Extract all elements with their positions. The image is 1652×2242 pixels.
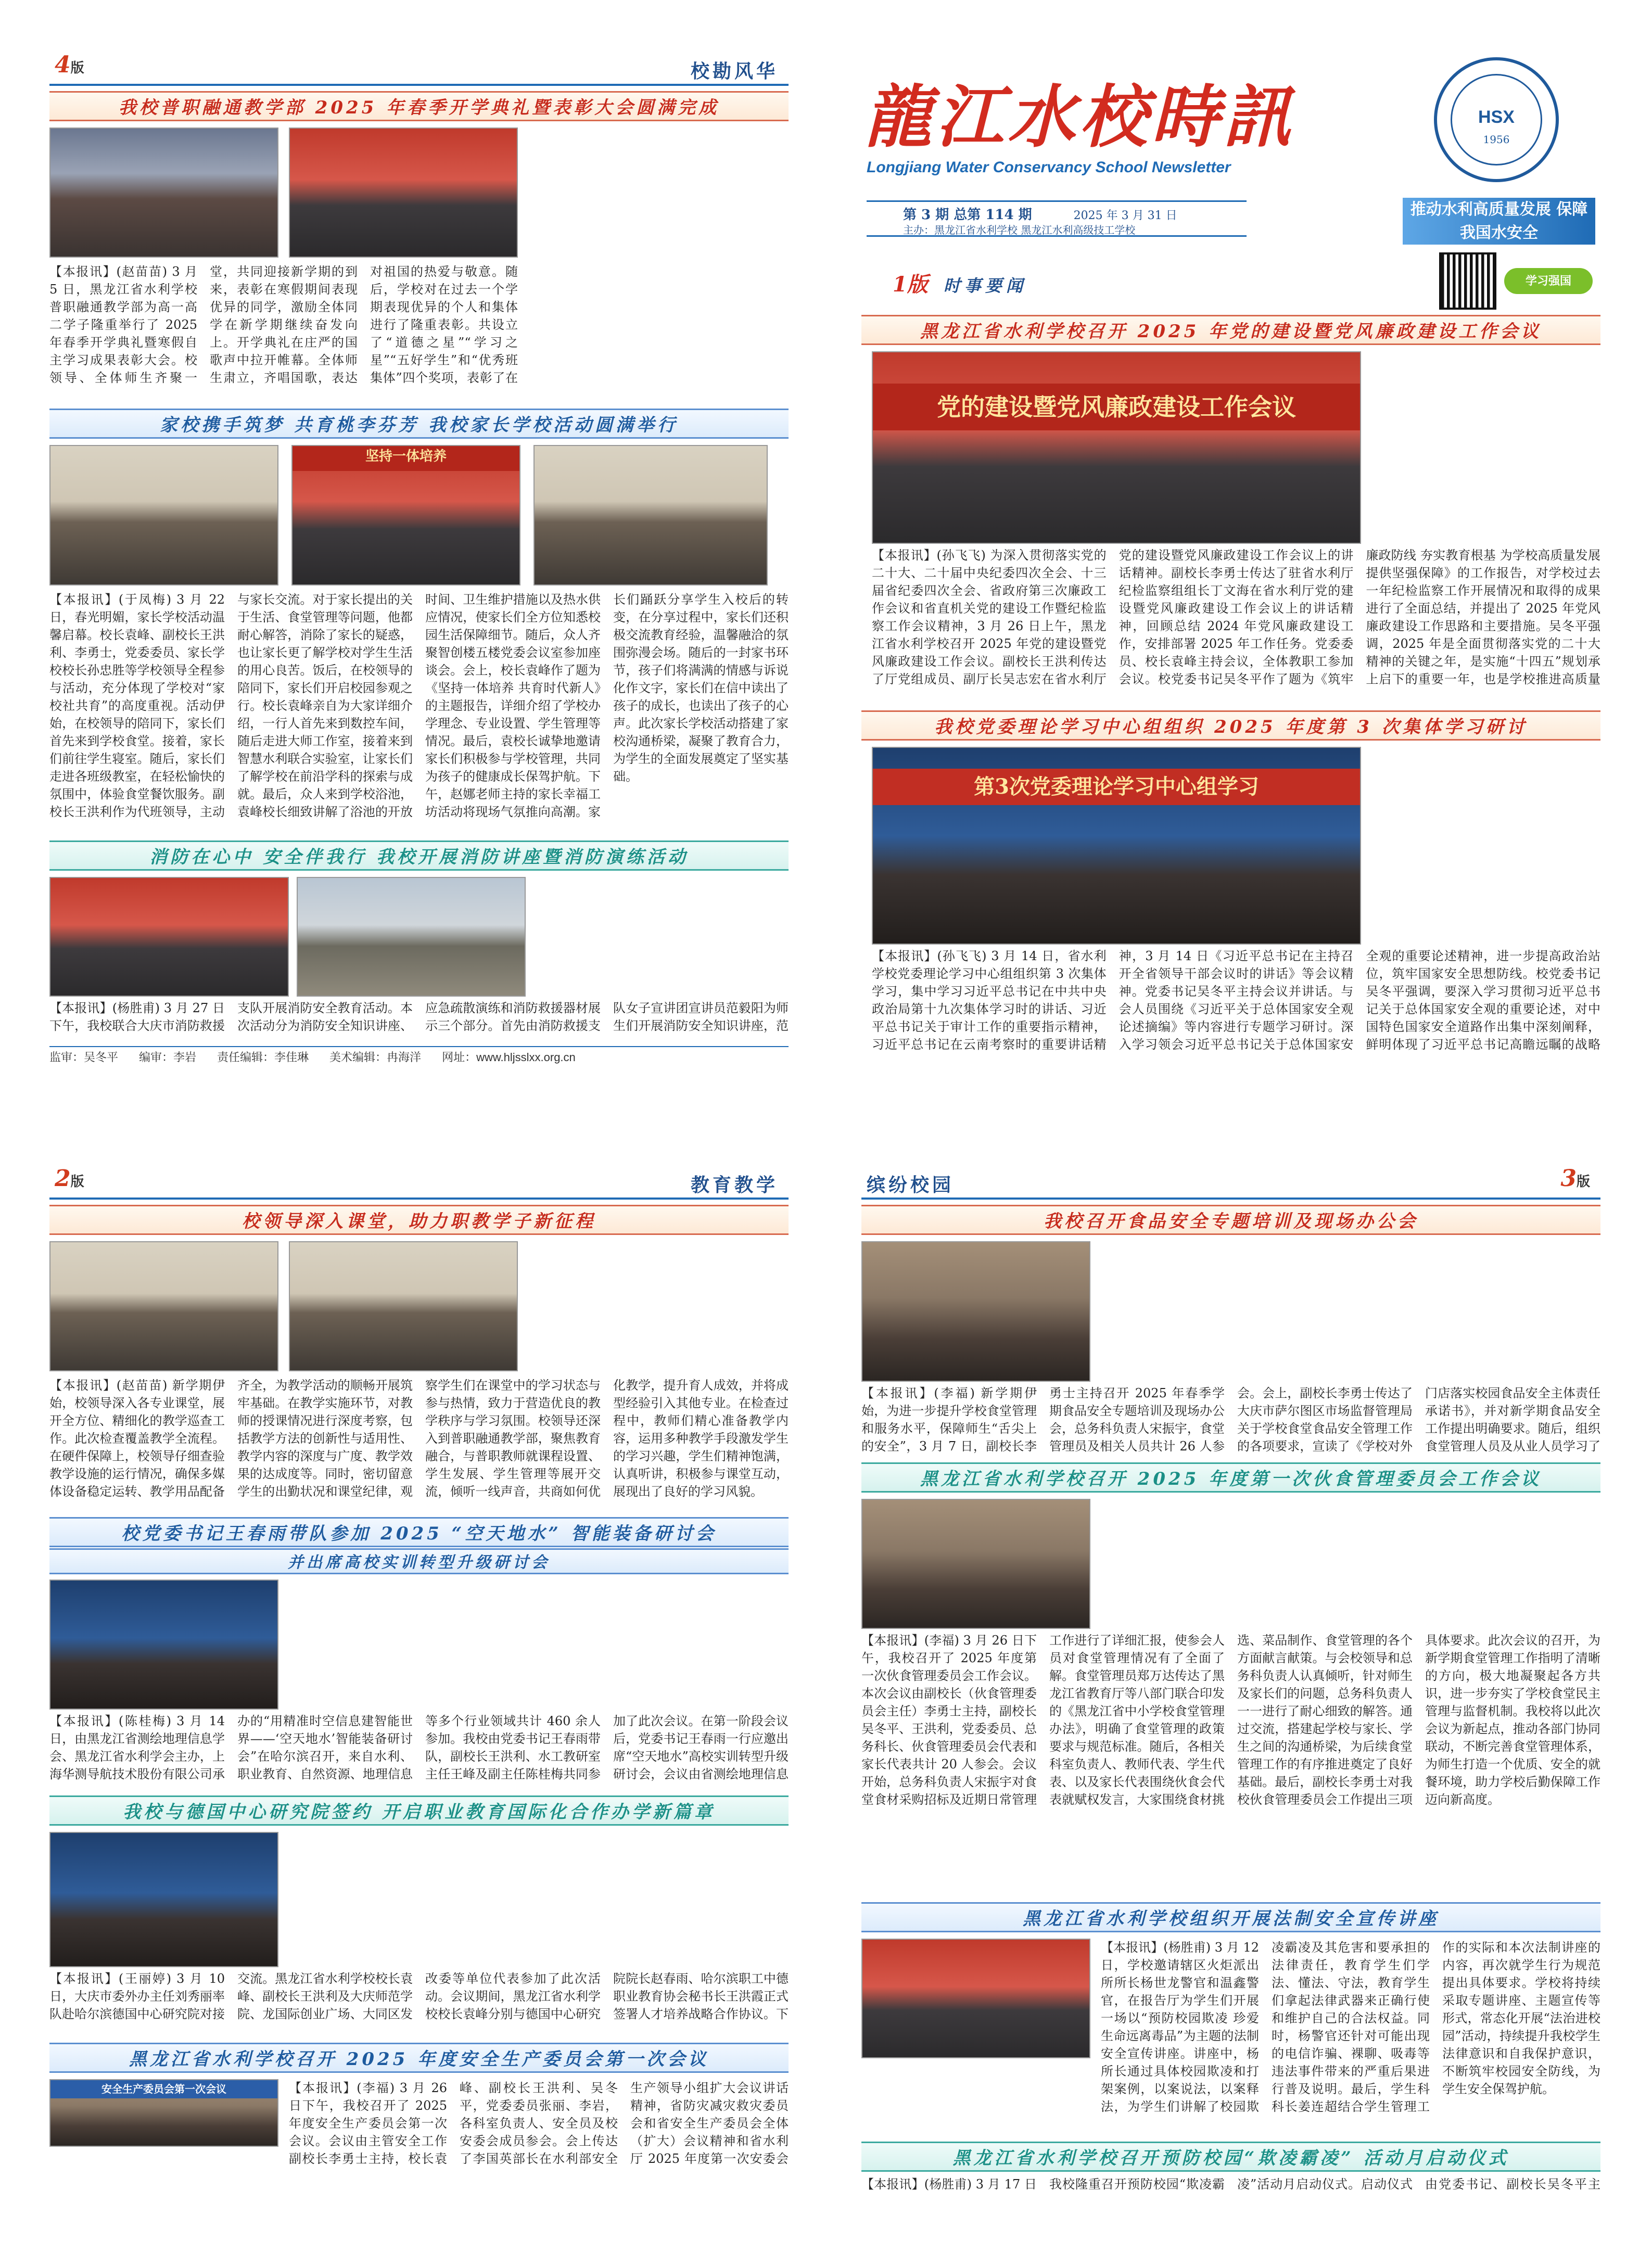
issue-info [867, 200, 1247, 237]
photo [49, 1579, 278, 1710]
article-text: 【本报讯】(李福) 新学期伊始，为进一步提升学校食堂管理和服务水平，保障师生“舌尖上的安全”，3 月 7 日，副校长李勇士主持召开 2025 年春季学期食品安全专题培训及现场办公会，总务科负责人宋振宇，食堂管理员及相关人员共计 26 人参会。会上，副校长李勇士传达了大庆市萨尔图区市场监督管理局关于学校食堂食品安全管理工作的各项要求，宣读了《学校对外门店落实校园食品安全主体责任承诺书》，并对新学期食品安全工作提出明确要求。随后，组织食堂管理人员及从业人员学习了 [861, 1386, 1600, 1454]
page-3 [861, 1163, 1600, 2194]
article-text: 【本报讯】(孙飞飞) 3 月 14 日，省水利学校党委理论学习中心组组织第 3 次集体学习，集中学习习近平总书记在中共中央政治局第十九次集体学习时的讲话、习近平总书记关于审计工作的重要指示精神，习近平总书记在云南考察时的重要讲话精神，3 月 14 日《习近平总书记在主持召开全省领导干部会议时的讲话》等会议精神。党委书记吴冬平主持会议并讲话。与会人员围绕《习近平关于总体国家安全观论述摘编》等内容进行专题学习研讨。深入学习领会习近平总书记关于总体国家安全观的重要论述精神，进一步提高政治站位，筑牢国家安全思想防线。校党委书记吴冬平强调，要深入学习贯彻习近平总书记关于总体国家安全观的重要论述，对中国特色国家安全道路作出集中深刻阐释，鲜明体现了习近平总书记高瞻远瞩的战略 [872, 949, 1600, 1052]
page-header [49, 49, 789, 86]
photo [49, 2079, 278, 2147]
photo [289, 128, 518, 258]
headline: 黑龙江省水利学校组织开展法制安全宣传讲座 [861, 1902, 1600, 1932]
page-header [861, 1163, 1600, 1200]
page-4 [49, 49, 789, 1080]
photo [49, 128, 278, 258]
photo [49, 877, 289, 997]
photo [861, 1939, 1090, 2058]
article-text: 【本报讯】(陈桂梅) 3 月 14 日，由黑龙江省测绘地理信息学会、黑龙江省水利学会主办，上海华测导航技术股份有限公司承办的“用精准时空信息建智能世界——‘空天地水’智能装备研讨会”在哈尔滨召开，来自水利、职业教育、自然资源、地理信息等多个行业领域共计 460 余人参加。我校由党委书记王春雨带队，副校长王洪利、水工教研室主任王峰及副主任陈桂梅共同参加了此次会议。在第一阶段会议后，党委书记王春雨一行应邀出席“空天地水”高校实训转型升级研讨会，会议由省测绘地理信息 [49, 1714, 789, 1781]
page-1 [861, 49, 1600, 1080]
newspaper-title: 龍江水校時訊 [864, 77, 1295, 157]
headline: 黑龙江省水利学校召开 2025 年党的建设暨党风廉政建设工作会议 [861, 315, 1600, 345]
photo [49, 1241, 278, 1371]
article-text: 【本报讯】(孙飞飞) 为深入贯彻落实党的二十大、二十届中央纪委四次全会、十三届省纪委四次全会、省政府第三次廉政工作会议和省直机关党的建设工作暨纪检监察工作会议精神，3 月 26 日上午，黑龙江省水利学校召开 2025 年党的建设暨党风廉政建设工作会议。副校长王洪利传达了厅党组成员、副厅长吴志宏在省水利厅党的建设暨党风廉政建设工作会议上的讲话精神。副校长李勇士传达了驻省水利厅纪检监察组组长丁文海在省水利厅党的建设暨党风廉政建设工作会议上的讲话精神，回顾总结 2024 年党风廉政建设工作，安排部署 2025 年工作任务。党委委员、校长袁峰主持会议，全体教职工参加会议。校党委书记吴冬平作了题为《筑牢廉政防线 夯实教育根基 为学校高质量发展提供坚强保障》的工作报告，对学校过去一年纪检监察工作开展情况和取得的成果进行了全面总结，并提出了 2025 年党风廉政建设工作思路和主要措施。吴冬平强调，2025 年是全面贯彻落实党的二十大精神的关键之年，是实施“十四五”规划承上启下的重要一年，也是学校推进高质量 [872, 548, 1600, 686]
headline: 黑龙江省水利学校召开预防校园“欺凌霸凌” 活动月启动仪式 [861, 2142, 1600, 2172]
headline: 消防在心中 安全伴我行 我校开展消防讲座暨消防演练活动 [49, 840, 789, 871]
school-logo [1434, 57, 1559, 182]
headline: 我校普职融通教学部 2025 年春季开学典礼暨表彰大会圆满完成 [49, 91, 789, 121]
article-text: 【本报讯】(李福) 3 月 26 日下午，我校召开了 2025 年度第一次伙食管理委员会工作会议。本次会议由副校长（伙食管理委员会主任）李勇士主持，副校长吴冬平、王洪利，党委委员、总务科长、伙食管理委员会代表和家长代表共计 20 人参会。会议开始，总务科负责人宋振宇对食堂食材采购招标及近期日常管理工作进行了详细汇报，使参会人员对食堂管理情况有了全面了解。食堂管理员郑万达传达了黑龙江省教育厅等八部门联合印发的《黑龙江省中小学校食堂管理办法》，明确了食堂管理的政策要求与规范标准。随后，各相关科室负责人、教师代表、学生代表、以及家长代表围绕伙食会代表就赋权发言，大家围绕食材挑选、菜品制作、食堂管理的各个方面献言献策。与会校领导和总务科负责人认真倾听，针对师生及家长们的问题，总务科负责人一一进行了耐心细致的解答。通过交流，搭建起学校与家长、学生之间的沟通桥梁，为后续食堂管理工作的有序推进奠定了良好基础。最后，副校长李勇士对我校伙食管理委员会工作提出三项具体要求。此次会议的召开，为新学期食堂管理工作指明了清晰的方向，极大地凝聚起各方共识，进一步夯实了学校食堂民主管理与监督机制。我校将以此次会议为新起点，推动各部门协同联动，不断完善食堂管理体系，为师生打造一个优质、安全的就餐环境，助力学校后勤保障工作迈向新高度。 [861, 1633, 1600, 1807]
headline: 黑龙江省水利学校召开 2025 年度第一次伙食管理委员会工作会议 [861, 1462, 1600, 1493]
photo [872, 747, 1361, 945]
article-text: 【本报讯】(杨胜甫) 3 月 27 日下午，我校联合大庆市消防救援支队开展消防安全教育活动。本次活动分为消防安全知识讲座、应急疏散演练和消防救援器材展示三个部分。首先由消防救援支队女子宣讲团宣讲员范毅阳为师生们开展消防安全知识讲座，范 [49, 1001, 789, 1033]
headline: 我校党委理论学习中心组组织 2025 年度第 3 次集体学习研讨 [861, 710, 1600, 741]
logo-year: 1956 [1483, 133, 1510, 146]
page-section-title: 缤纷校园 [867, 1174, 955, 1196]
page-number: 2版 [55, 1165, 84, 1192]
headline: 校领导深入课堂，助力职教学子新征程 [49, 1205, 789, 1235]
page-header [49, 1163, 789, 1200]
photo-banner: 第3次党委理论学习中心组学习 [873, 769, 1360, 805]
logo-abbr: HSX [1478, 107, 1515, 127]
photo [872, 351, 1361, 544]
photo [291, 445, 520, 585]
page-number: 4版 [55, 52, 84, 78]
issue-number: 第 3 期 总第 114 期 2025 年 3 月 31 日 [903, 207, 1177, 223]
photo [297, 877, 526, 997]
photo [49, 445, 278, 585]
photo-banner: 党的建设暨党风廉政建设工作会议 [873, 384, 1360, 430]
headline: 黑龙江省水利学校召开 2025 年度安全生产委员会第一次会议 [49, 2043, 789, 2073]
photo-banner: 坚持一体培养 [293, 446, 519, 471]
article-text: 【本报讯】(于凤梅) 3 月 22 日，春光明媚，家长学校活动温馨启幕。校长袁峰、副校长王洪利、李勇士，党委委员、家长学校校长孙忠胜等学校领导全程参与活动，充分体现了学校对“家校社共育”的高度重视。活动伊始，在校领导的陪同下，家长们首先来到学校食堂。接着，家长们前往学生寝室。随后，家长们走进各班级教室，在轻松愉快的氛围中，体验食堂餐饮服务。副校长王洪利作为代班领导，主动与家长交流。对于家长提出的关于生活、食堂管理等问题，他都耐心解答，消除了家长的疑惑，也让家长更了解学校对学生生活的用心良苦。饭后，在校领导的陪同下，家长们开启校园参观之行。校长袁峰亲自为大家详细介绍，一行人首先来到数控车间，随后走进大师工作室，接着来到智慧水利联合实验室，让家长们了解学校在前沿学科的探索与成就。最后，众人来到学校浴池，袁峰校长细致讲解了浴池的开放时间、卫生维护措施以及热水供应情况，使家长们全方位知悉校园生活保障细节。随后，众人齐聚智创楼五楼党委会议室参加座谈会。会上，校长袁峰作了题为《坚持一体培养 共育时代新人》的主题报告，详细介绍了学校办学理念、专业设置、学生管理等情况。最后，袁校长诚挚地邀请家长们积极参与学校管理，共同为孩子的健康成长保驾护航。下午，赵娜老师主持的家长幸福工坊活动将现场气氛推向高潮。家长们踊跃分享学生入校后的转变，在分享过程中，家长们还积极交流教育经验，温馨融洽的氛围弥漫会场。随后的一封家书环节，孩子们将满满的情感与诉说化作文字，家长们在信中读出了孩子的成长，也读出了孩子的心声。此次家长学校活动搭建了家校沟通桥梁，凝聚了教育合力，为学生的全面发展奠定了坚实基础。 [49, 592, 789, 819]
qr-code-icon [1439, 252, 1496, 310]
photo [861, 1241, 1090, 1382]
section-tag: 1版 时事要闻 [893, 272, 1027, 297]
photo [861, 1499, 1090, 1629]
article-text-cont [528, 128, 789, 403]
headline: 家校携手筑梦 共育桃李芬芳 我校家长学校活动圆满举行 [49, 409, 789, 439]
article-text: 【本报讯】(赵苗苗) 3 月 5 日，黑龙江省水利学校普职融通教学部为高一高二学子隆重举行了 2025 年春季开学典礼暨寒假自主学习成果表彰大会。校领导、全体师生齐聚一堂，共同迎接新学期的到来，表彰在寒假期间表现优异的同学，激励全体同学在新学期继续奋发向上。开学典礼在庄严的国歌声中拉开帷幕。全体师生肃立，齐唱国歌，表达对祖国的热爱与敬意。随后，学校对在过去一个学期表现优异的个人和集体进行了隆重表彰。共设立了“道德之星”“学习之星”“五好学生”和“优秀班集体”四个奖项，表彰了在 [49, 264, 518, 385]
headline: 我校与德国中心研究院签约 开启职业教育国际化合作办学新篇章 [49, 1795, 789, 1826]
article-text: 【本报讯】(杨胜甫) 3 月 17 日我校隆重召开预防校园“欺凌霸凌”活动月启动仪式。启动仪式由党委书记、副校长吴冬平主 [861, 2177, 1600, 2191]
photo-banner: 安全生产委员会第一次会议 [50, 2080, 277, 2098]
issue-host: 主办：黑龙江省水利学校 黑龙江水利高级技工学校 [903, 224, 1136, 236]
xuexi-badge: 学习强国 [1504, 268, 1593, 294]
newspaper-subtitle: Longjiang Water Conservancy School Newsletter [867, 159, 1231, 176]
page-2 [49, 1163, 789, 2194]
article-text: 【本报讯】(王丽婷) 3 月 10 日，大庆市委外办主任刘秀丽率队赴哈尔滨德国中心研究院对接交流。黑龙江省水利学校校长袁峰、副校长王洪利及大庆师范学院、龙国际创业广场、大同区发改委等单位代表参加了此次活动。会议期间，黑龙江省水利学校校长袁峰分别与德国中心研究院院长赵春雨、哈尔滨职工中德职业教育协会秘书长王洪霞正式签署人才培养战略合作协议。下 [49, 1971, 789, 2021]
article-text: 【本报讯】(李福) 3 月 26 日下午，我校召开了 2025 年度安全生产委员会第一次会议。会议由主管安全工作副校长李勇士主持，校长袁峰、副校长王洪利、吴冬平，党委委员张丽、李岩，各科室负责人、安全员及校安委会成员参会。会上传达了李国英部长在水利部安全生产领导小组扩大会议讲话精神，省防灾减灾救灾委员会和省安全生产委员会全体（扩大）会议精神和省水利厅 2025 年度第一次安委会 [289, 2081, 789, 2166]
headline: 校党委书记王春雨带队参加 2025 “空天地水” 智能装备研讨会 [49, 1517, 789, 1547]
sub-headline: 并出席高校实训转型升级研讨会 [49, 1548, 789, 1574]
article-text: 【本报讯】(赵苗苗) 新学期伊始，校领导深入各专业课堂，展开全方位、精细化的教学巡查工作。此次检查覆盖教学全流程。在硬件保障上，校领导仔细查验教学设施的运行情况，确保多媒体设备稳定运转、教学用品配备齐全，为教学活动的顺畅开展筑牢基础。在教学实施环节，对教师的授课情况进行深度考察，包括教学方法的创新性与适用性、教学内容的深度与广度、教学效果的达成度等。同时，密切留意学生的出勤状况和课堂纪律，观察学生们在课堂中的学习状态与参与热情，致力于营造优良的教学秩序与学习氛围。校领导还深入到普职融通教学部，聚焦教育融合，与普职教师就课程设置、学生发展、学生管理等展开交流，倾听一线声音，共商如何优化教学，提升育人成效，并将成型经验引入其他专业。在检查过程中，教师们精心准备教学内容，运用多种教学手段激发学生的学习兴趣，学生们精神饱满，认真听讲，积极参与课堂互动，展现出了良好的学习风貌。 [49, 1378, 789, 1499]
page-footer: 监审：吴冬平 编审：李岩 责任编辑：李佳琳 美术编辑：冉海洋 网址：www.hljsslxx.org.cn [49, 1046, 789, 1067]
page-section-title: 校勘风华 [690, 60, 778, 82]
headline: 我校召开食品安全专题培训及现场办公会 [861, 1205, 1600, 1235]
photo [289, 1241, 518, 1371]
photo [49, 1832, 278, 1967]
photo [533, 445, 768, 585]
page-section-title: 教育教学 [690, 1174, 778, 1196]
article-text: 【本报讯】(杨胜甫) 3 月 12 日，学校邀请辖区火炬派出所所长杨世龙警官和温鑫警官，在报告厅为学生们开展一场以“预防校园欺凌 珍爱生命远离毒品”为主题的法制安全宣传讲座。讲座中，杨所长通过具体校园欺凌和打架案例，以案说法，以案释法，为学生们讲解了校园欺凌霸凌及其危害和要承担的法律责任，教育学生们学法、懂法、守法，教育学生们拿起法律武器来正确行使和维护自己的合法权益。同时，杨警官还针对可能出现的电信诈骗、裸聊、吸毒等违法事件带来的严重后果进行普及说明。最后，学生科科长姜连超结合学生管理工作的实际和本次法制讲座的内容，再次就学生行为规范提出具体要求。学校将持续采取专题讲座、主题宣传等形式，常态化开展“法治进校园”活动，持续提升我校学生法律意识和自我保护意识，不断筑牢校园安全防线，为学生安全保驾护航。 [1101, 1940, 1600, 2114]
slogan-banner: 推动水利高质量发展 保障我国水安全 [1403, 198, 1595, 245]
page-number: 3版 [1560, 1165, 1590, 1192]
